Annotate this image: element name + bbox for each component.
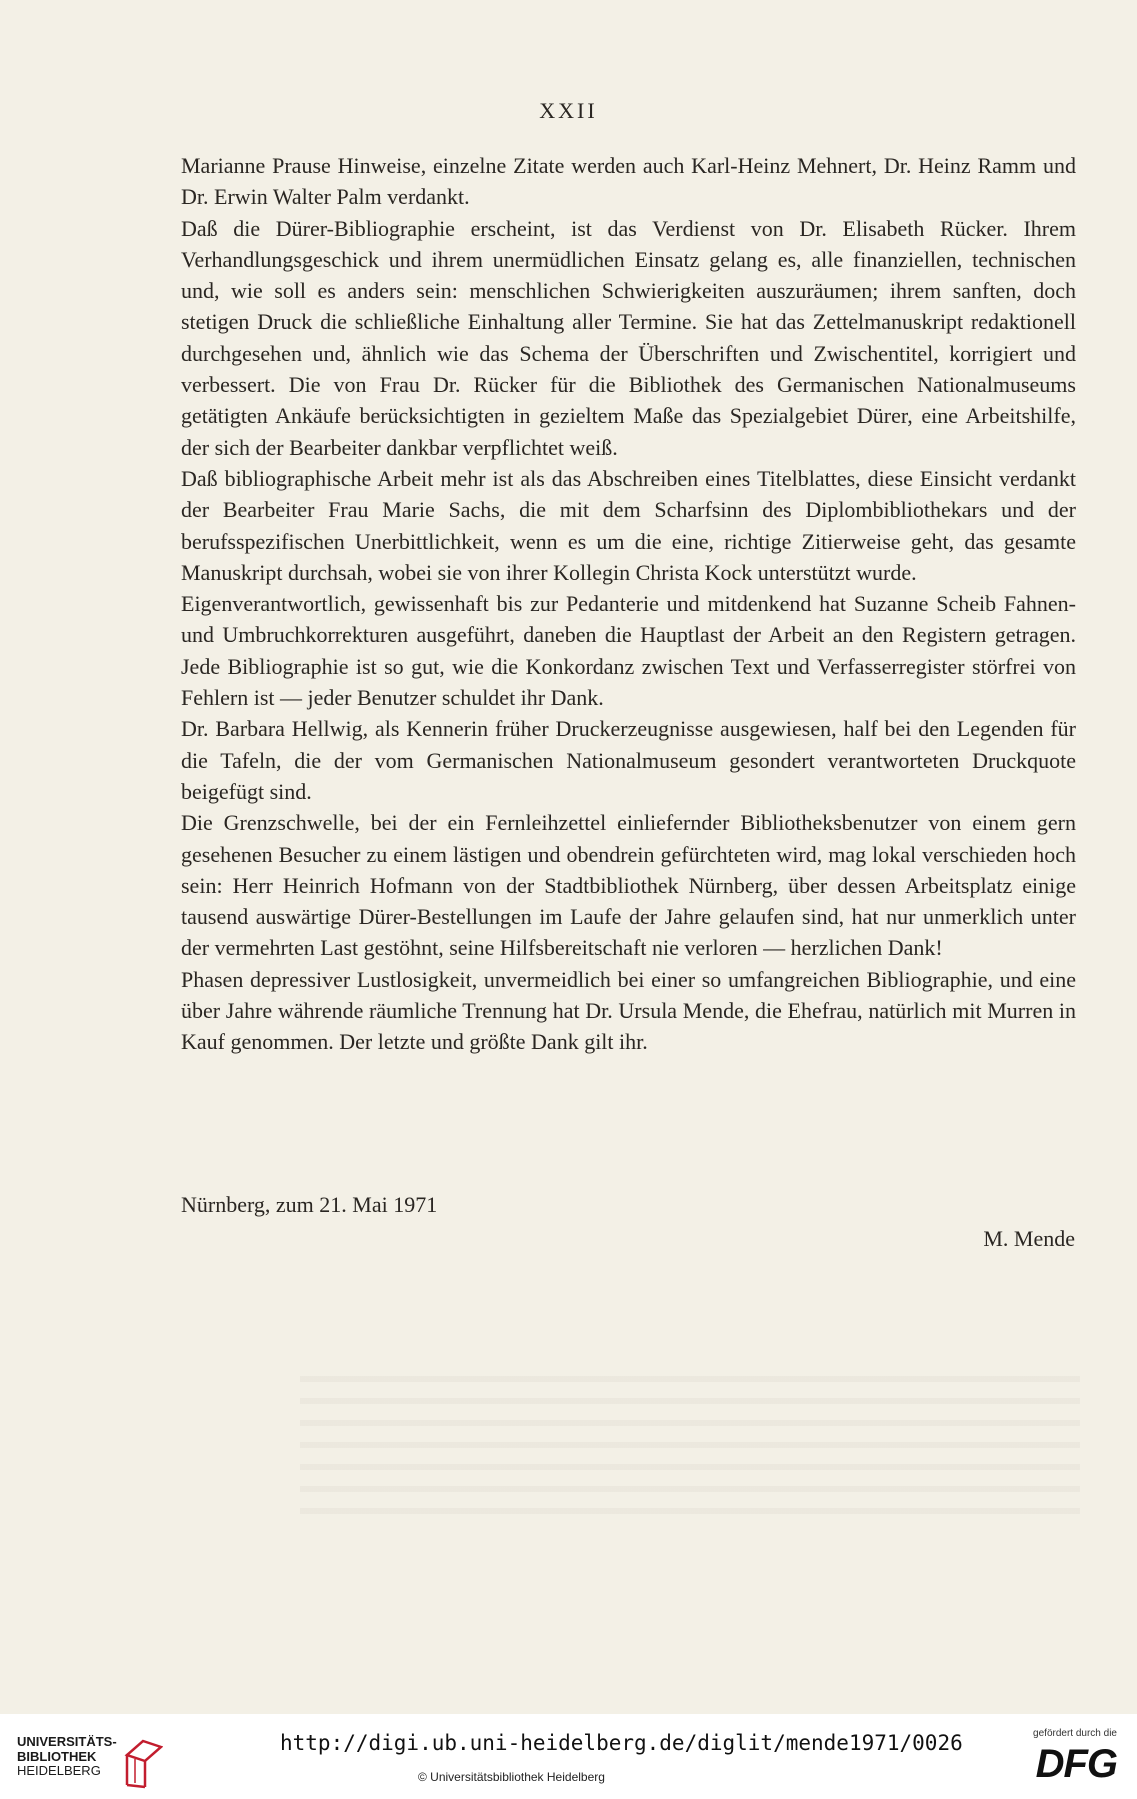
- signature: M. Mende: [983, 1226, 1075, 1251]
- library-name-line: UNIVERSITÄTS-: [17, 1734, 117, 1749]
- funding-note: gefördert durch die: [1033, 1728, 1117, 1739]
- dfg-logo[interactable]: DFG: [1035, 1742, 1117, 1786]
- paragraph: Eigenverantwortlich, gewissenhaft bis zur Pedanterie und mitdenkend hat Suzanne Scheib Fahnen- und Umbruchkorrekturen ausgeführt, daneben die Hauptlast der Arbeit an den Registern getragen. Jede Bibliographie ist so gut, wie die Konkordanz zwischen Text und Verfasserregister störfrei von Fehlern ist — jeder Benutzer schuldet ihr Dank.: [181, 591, 1076, 711]
- library-name-line: BIBLIOTHEK: [17, 1748, 97, 1764]
- page-number: XXII: [539, 98, 598, 123]
- footer-bar: [0, 1714, 1137, 1799]
- library-name: [17, 1735, 117, 1779]
- copyright-notice: © Universitätsbibliothek Heidelberg: [418, 1770, 605, 1784]
- bleed-through-shadow: [300, 1360, 1080, 1520]
- library-logo[interactable]: [17, 1735, 177, 1793]
- paragraph: Phasen depressiver Lustlosigkeit, unvermeidlich bei einer so umfangreichen Bibliographie, und eine über Jahre währende räumliche Trennung hat Dr. Ursula Mende, die Ehefrau, natürlich mit Murren in Kauf genommen. Der letzte und größte Dank gilt ihr.: [181, 966, 1076, 1055]
- library-name-line: HEIDELBERG: [17, 1763, 101, 1778]
- paragraph: Marianne Prause Hinweise, einzelne Zitate werden auch Karl-Heinz Mehnert, Dr. Heinz Ramm und Dr. Erwin Walter Palm verdankt.: [181, 153, 1076, 210]
- paragraph: Daß bibliographische Arbeit mehr ist als das Abschreiben eines Titelblattes, diese Einsicht verdankt der Bearbeiter Frau Marie Sachs, die mit dem Scharfsinn des Diplombibliothekars und der berufsspezifischen Unerbittlichkeit, wenn es um die eine, richtige Zitierweise geht, das gesamte Manuskript durchsah, wobei sie von ihrer Kollegin Christa Kock unterstützt wurde.: [181, 465, 1076, 585]
- paragraph: Daß die Dürer-Bibliographie erscheint, ist das Verdienst von Dr. Elisabeth Rücker. Ihrem Verhandlungsgeschick und ihrem unermüdlichen Einsatz gelang es, alle finanziellen, technischen und, wie soll es anders sein: menschlichen Schwierigkeiten auszuräumen; ihrem sanften, doch stetigen Druck die schließliche Einhaltung aller Termine. Sie hat das Zettelmanuskript redaktionell durchgesehen und, ähnlich wie das Schema der Überschriften und Zwischentitel, korrigiert und verbessert. Die von Frau Dr. Rücker für die Bibliothek des Germanischen Nationalmuseums getätigten Ankäufe berücksichtigten in gezieltem Maße das Spezialgebiet Dürer, eine Arbeitshilfe, der sich der Bearbeiter dankbar verpflichtet weiß.: [181, 215, 1076, 460]
- paragraph: Dr. Barbara Hellwig, als Kennerin früher Druckerzeugnisse ausgewiesen, half bei den Legenden für die Tafeln, die der vom Germanischen Nationalmuseum gesondert verantworteten Druckquote beigefügt sind.: [181, 716, 1076, 804]
- paragraph: Die Grenzschwelle, bei der ein Fernleihzettel einliefernder Bibliotheksbenutzer von einem gern gesehenen Besucher zu einem lästigen und obendrein gefürchteten wird, mag lokal verschieden hoch sein: Herr Heinrich Hofmann von der Stadtbibliothek Nürnberg, über dessen Arbeitsplatz einige tausend auswärtige Dürer-Bestellungen im Laufe der Jahre gelaufen sind, hat nur unmerklich unter der vermehrten Last gestöhnt, seine Hilfsbereitschaft nie verloren — herzlichen Dank!: [181, 810, 1076, 961]
- body-text: [181, 150, 1076, 1058]
- place-date: Nürnberg, zum 21. Mai 1971: [181, 1192, 438, 1217]
- library-mark-icon: [121, 1737, 163, 1789]
- document-url-link[interactable]: http://digi.ub.uni-heidelberg.de/diglit/mende1971/0026: [280, 1731, 963, 1755]
